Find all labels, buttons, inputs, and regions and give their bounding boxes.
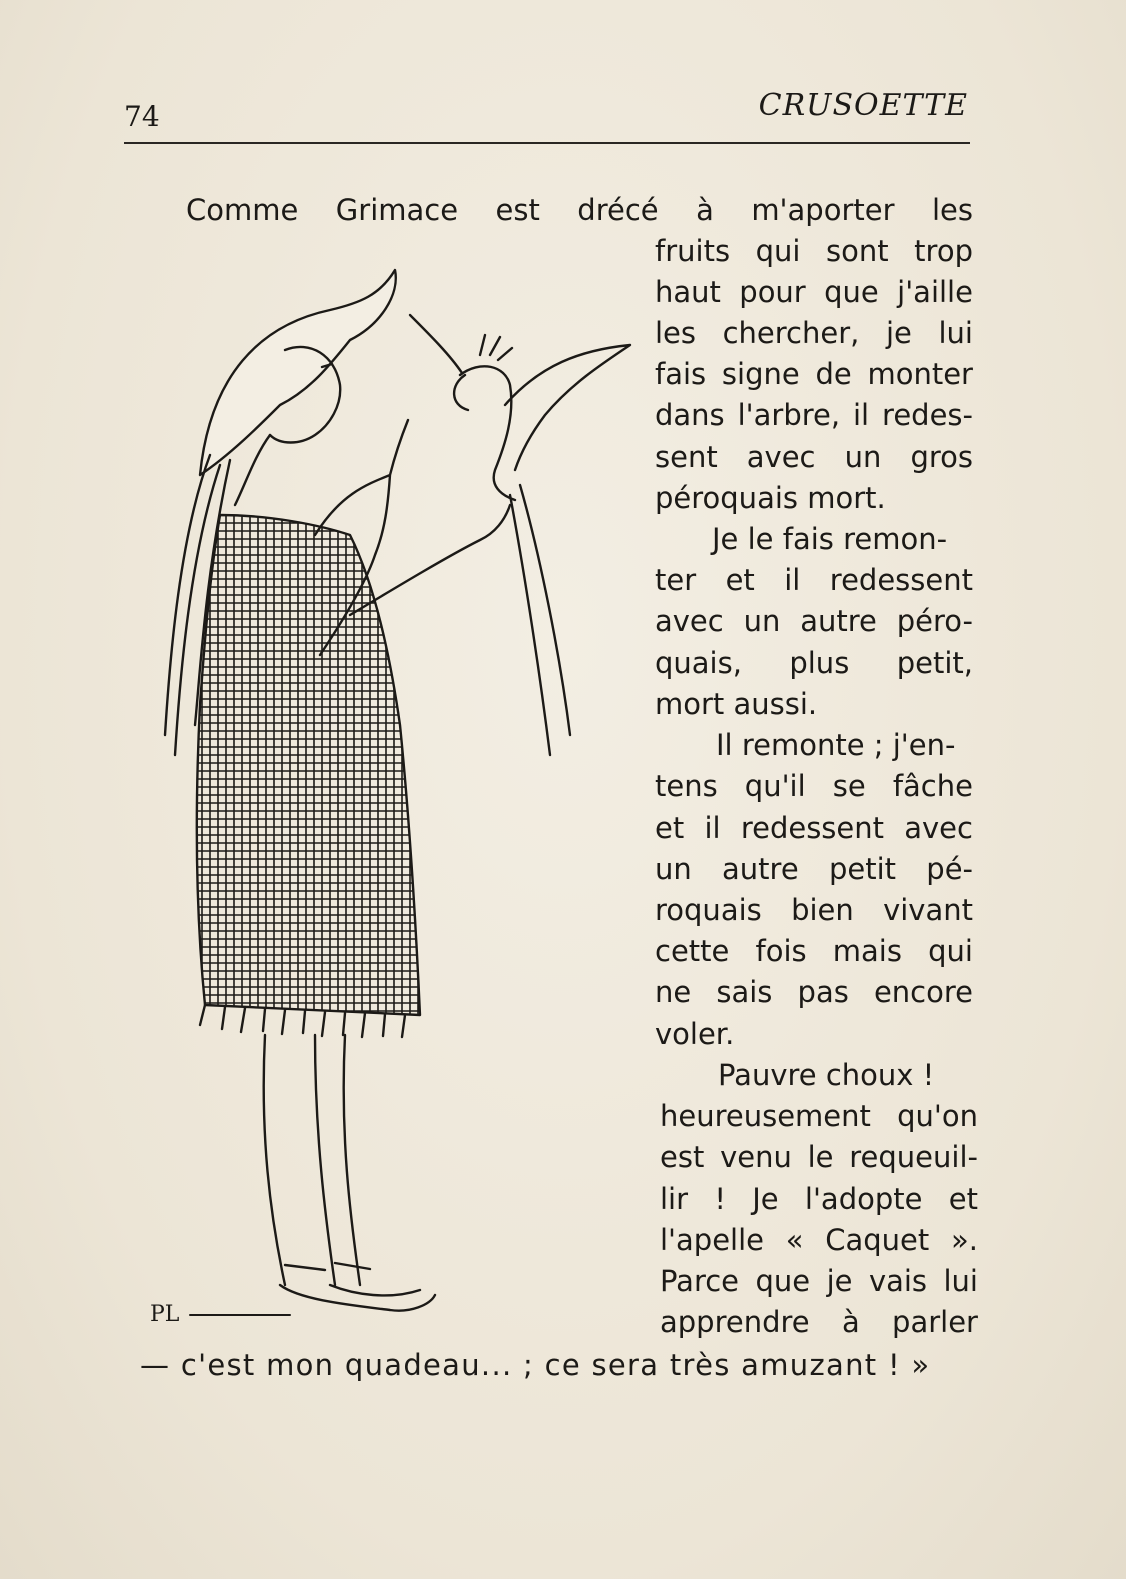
text-line-04: les chercher, je lui: [655, 316, 973, 350]
text-line-15: tens qu'il se fâche: [655, 769, 973, 803]
text-line-03: haut pour que j'aille: [655, 275, 973, 309]
page-number: 74: [124, 100, 160, 133]
text-line-06: dans l'arbre, il redes-: [655, 398, 973, 432]
text-line-22: Pauvre choux !: [718, 1058, 935, 1092]
text-line-17: un autre petit pé-: [655, 852, 973, 886]
text-line-01: Comme Grimace est drécé à m'aporter les: [186, 193, 973, 227]
text-line-12: quais, plus petit,: [655, 646, 973, 680]
text-line-18: roquais bien vivant: [655, 893, 973, 927]
text-line-29: — c'est mon quadeau... ; ce sera très amuzant ! »: [140, 1348, 931, 1382]
text-line-07: sent avec un gros: [655, 440, 973, 474]
text-line-10: ter et il redessent: [655, 563, 973, 597]
text-line-20: ne sais pas encore: [655, 975, 973, 1009]
text-line-25: lir ! Je l'adopte et: [660, 1182, 978, 1216]
text-line-19: cette fois mais qui: [655, 934, 973, 968]
text-line-26: l'apelle « Caquet ».: [660, 1223, 978, 1257]
running-title: CRUSOETTE: [758, 88, 968, 123]
text-line-16: et il redessent avec: [655, 811, 973, 845]
text-line-21: voler.: [655, 1017, 735, 1051]
text-line-05: fais signe de monter: [655, 357, 973, 391]
text-line-09: Je le fais remon-: [712, 522, 948, 556]
text-line-23: heureusement qu'on: [660, 1099, 978, 1133]
text-line-11: avec un autre péro-: [655, 604, 973, 638]
text-line-02: fruits qui sont trop: [655, 234, 973, 268]
text-line-27: Parce que je vais lui: [660, 1264, 978, 1298]
text-line-14: Il remonte ; j'en-: [716, 728, 956, 762]
illustration-girl-with-parrot: [150, 255, 650, 1335]
header-rule: [124, 142, 970, 144]
text-line-28: apprendre à parler: [660, 1305, 978, 1339]
text-line-13: mort aussi.: [655, 687, 818, 721]
text-line-24: est venu le requeuil-: [660, 1140, 978, 1174]
text-line-08: péroquais mort.: [655, 481, 886, 515]
artist-signature: PL: [150, 1302, 180, 1327]
